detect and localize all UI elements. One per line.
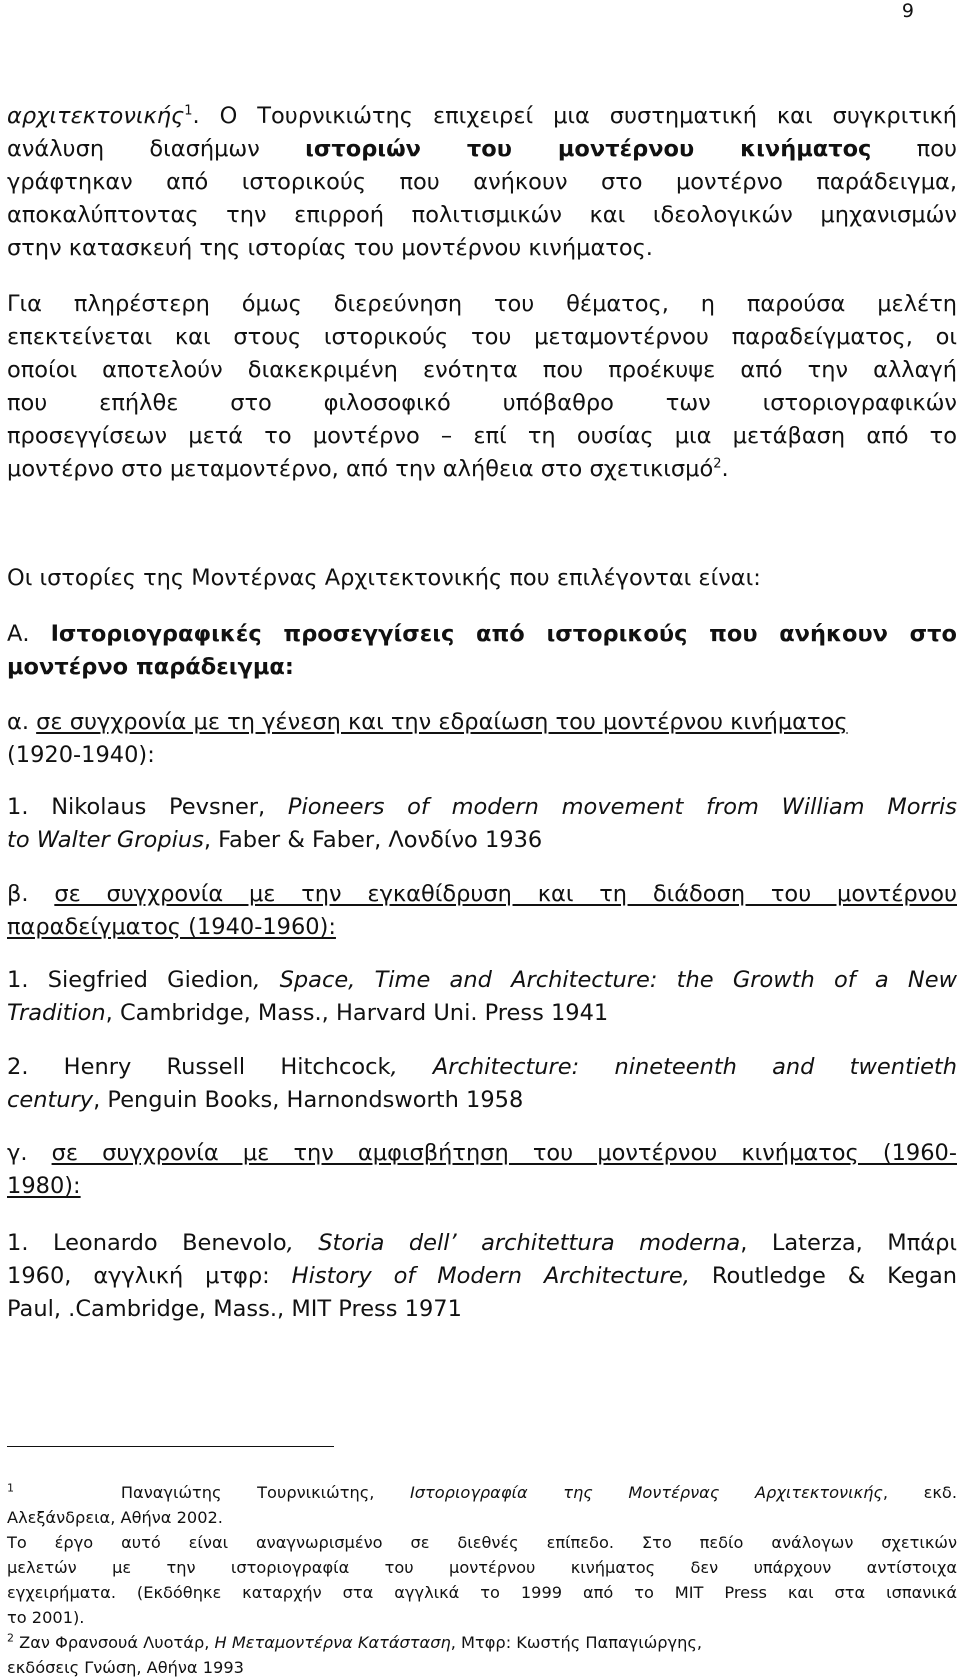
text-line: Για πληρέστερη όμως διερεύνηση του θέματος, η παρούσα μελέτη [7,291,957,317]
underlined-text: παραδείγματος (1940-1960): [7,914,336,940]
footnote-mark: 2 [7,1631,14,1645]
text-line [7,706,957,739]
text-line [7,997,957,1030]
text: 2. Henry Russell Hitchcock [7,1054,391,1080]
text: , Cambridge, Mass., Harvard Uni. Press 1941 [105,1000,609,1026]
subsection-c [7,1137,957,1203]
subsection-b [7,878,957,944]
text-line [7,100,957,133]
footnote-1-line: Το έργο αυτό είναι αναγνωρισμένο σε διεθνές επίπεδο. Στο πεδίο ανάλογων σχετικών [7,1533,957,1552]
bold-text: ιστοριών του μοντέρνου κινήματος [305,136,872,162]
text: Παναγιώτης Τουρνικιώτης, [120,1483,410,1502]
subsection-a [7,706,957,772]
text: μοντέρνο στο μεταμοντέρνο, από την αλήθεια στο σχετικισμό [7,456,714,482]
text-line [7,824,957,857]
text: Ζαν Φρανσουά Λυοτάρ, [19,1633,215,1652]
text: 1. Leonardo Benevolo [7,1230,287,1256]
bold-text: Ιστοριογραφικές προσεγγίσεις από ιστορικούς που ανήκουν στο [50,621,958,647]
text: . [721,456,729,482]
footnote-1-line: το 2001). [7,1608,85,1627]
text: , Laterza, Μπάρι [740,1230,957,1256]
italic-text: Ιστοριογραφία της Μοντέρνας Αρχιτεκτονικής [409,1483,883,1502]
text: , εκδ. [882,1483,957,1502]
text-line [7,618,957,651]
reference-a1 [7,791,957,857]
text-line: γράφτηκαν από ιστορικούς που ανήκουν στο μοντέρνο παράδειγμα, [7,169,957,195]
text: 1. Siegfried Giedion [7,967,254,993]
section-letter: Α. [7,621,30,647]
footnotes [7,1480,957,1680]
text: 1. Nikolaus Pevsner, [7,794,288,820]
italic-text: , Space, Time and Architecture: the Growth of a New [253,967,957,993]
reference-b1 [7,964,957,1030]
list-intro [7,562,957,595]
text-line [7,1084,957,1117]
underlined-text: 1980): [7,1173,81,1199]
italic-text: History of Modern Architecture, [291,1263,690,1289]
reference-c1 [7,1227,957,1326]
italic-text: to Walter Gropius [7,827,204,853]
text-line: αποκαλύπτοντας την επιρροή πολιτισμικών και ιδεολογικών μηχανισμών [7,202,957,228]
italic-text: Η Μεταμοντέρνα Κατάσταση [214,1633,451,1652]
text: 1960, αγγλική μτφρ: [7,1263,292,1289]
paragraph-2 [7,288,957,486]
footnote-ref-1[interactable]: 1 [184,103,193,119]
text: , Penguin Books, Harnondsworth 1958 [93,1087,524,1113]
text: . Ο Τουρνικιώτης επιχειρεί μια συστηματική και συγκριτική [192,103,957,129]
intro-paragraph [7,100,957,265]
text-line [7,791,957,824]
text-line [7,878,957,911]
text-line [7,1051,957,1084]
italic-text: century [7,1087,94,1113]
footnote-mark: 1 [7,1481,14,1495]
footnote-1-line: Αλεξάνδρεια, Αθήνα 2002. [7,1508,223,1527]
sub-letter: γ. [7,1140,28,1166]
footnote-ref-2[interactable]: 2 [713,456,722,472]
text-line [7,964,957,997]
text: , Μτφρ: Κωστής Παπαγιώργης, [450,1633,703,1652]
text-line: Οι ιστορίες της Μοντέρνας Αρχιτεκτονικής που επιλέγονται είναι: [7,565,761,591]
text-line [7,739,957,772]
italic-text: Tradition [7,1000,106,1026]
italic-text: Pioneers of modern movement from William Morris [287,794,957,820]
text-line [7,1227,957,1260]
text-line [7,453,957,486]
text-line [7,1137,957,1170]
italic-text: , Architecture: nineteenth and twentieth [390,1054,957,1080]
footnote-separator [7,1446,334,1447]
footnote-2-line: εκδόσεις Γνώση, Αθήνα 1993 [7,1658,244,1677]
text: ανάλυση διασήμων [7,136,306,162]
text-line: στην κατασκευή της ιστορίας του μοντέρνου κινήματος. [7,235,653,261]
footnote-1-line: εγχειρήματα. (Εκδόθηκε καταρχήν στα αγγλικά το 1999 από το MIT Press και στα ισπανικά [7,1583,957,1602]
footnote-2-line [7,1630,957,1655]
text: , Faber & Faber, Λονδίνο 1936 [203,827,543,853]
reference-b2 [7,1051,957,1117]
text-line [7,133,957,166]
underlined-text: σε συγχρονία με τη γένεση και την εδραίωση του μοντέρνου κινήματος [36,709,848,735]
underlined-text: σε συγχρονία με την εγκαθίδρυση και τη διάδοση του μοντέρνου [54,881,957,907]
italic-text: αρχιτεκτονικής [7,103,185,129]
text-line [7,651,957,684]
text-line: Paul, .Cambridge, Mass., MIT Press 1971 [7,1296,462,1322]
sub-letter: α. [7,709,29,735]
underlined-text: σε συγχρονία με την αμφισβήτηση του μοντέρνου κινήματος (1960- [51,1140,957,1166]
page-number: 9 [901,0,914,22]
text-line: οποίοι αποτελούν διακεκριμένη ενότητα που προέκυψε από την αλλαγή [7,357,957,383]
text-line: επεκτείνεται και στους ιστορικούς του μεταμοντέρνου παραδείγματος, οι [7,324,957,350]
text: (1920-1940): [7,742,155,768]
footnote-1-line [7,1480,957,1505]
bold-text: μοντέρνο παράδειγμα: [7,654,294,680]
text: Routledge & Kegan [689,1263,957,1289]
text-line [7,1170,957,1203]
sub-letter: β. [7,881,29,907]
text: που [871,136,957,162]
footnote-1-line: μελετών με την ιστοριογραφία του μοντέρνου κινήματος δεν υπάρχουν αντίστοιχα [7,1558,957,1577]
text-line: που επήλθε στο φιλοσοφικό υπόβαθρο των ιστοριογραφικών [7,390,957,416]
italic-text: , Storia dell’ architettura moderna [286,1230,741,1256]
text-line [7,1260,957,1293]
section-a-heading [7,618,957,684]
text-line: προσεγγίσεων μετά το μοντέρνο – επί τη ουσίας μια μετάβαση από το [7,423,957,449]
text-line [7,911,957,944]
